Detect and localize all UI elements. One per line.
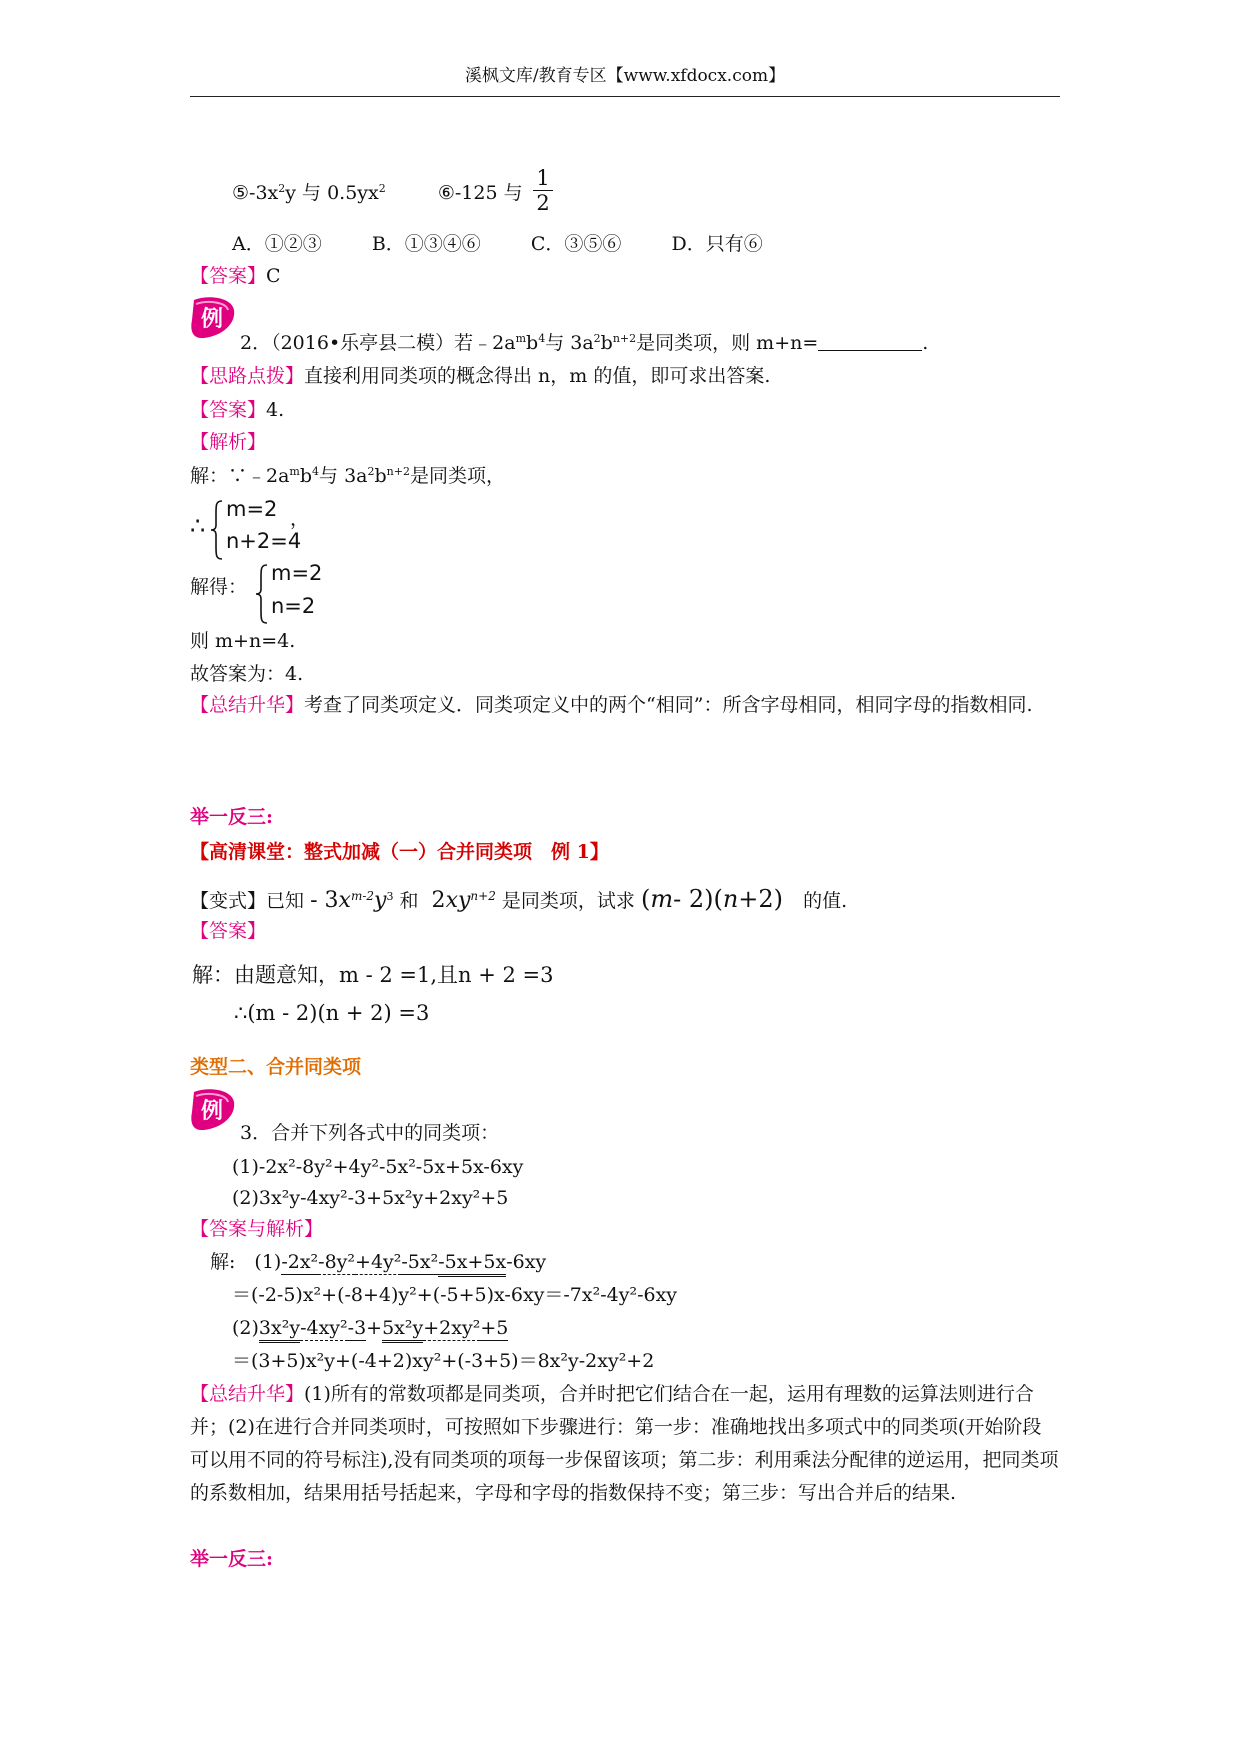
ex2-analysis-tag: 【解析】 bbox=[190, 431, 267, 453]
ex3-solution-4: ＝(3+5)x²y+(-4+2)xy²+(-3+5)＝8x²y-2xy²+2 bbox=[232, 1350, 655, 1372]
section-heading: 类型二、合并同类项 bbox=[190, 1056, 362, 1078]
practice-heading: 举一反三: bbox=[190, 806, 274, 828]
variant-solution-2: ∴(m - 2)(n + 2) =3 bbox=[234, 1001, 430, 1025]
ex3-solution-1: 解: (1)-2x²-8y²+4y²-5x²-5x+5x-6xy bbox=[210, 1251, 546, 1277]
q1-items: $⑤-3x^2y$ 与 $0.5yx^2$ ⑥-125 与 bbox=[232, 182, 523, 204]
ex3-solution-2: ＝(-2-5)x²+(-8+4)y²+(-5+5)x-6xy＝-7x²-4y²-6xy bbox=[232, 1284, 678, 1306]
brace-icon bbox=[255, 563, 269, 625]
q1-answer: 【答案】C bbox=[190, 265, 281, 287]
variant-solution-1: 解：由题意知，m - 2 =1,且n + 2 =3 bbox=[192, 963, 554, 987]
brace-icon bbox=[210, 499, 224, 561]
svg-text:例: 例 bbox=[200, 1099, 224, 1124]
ex2-answer: 【答案】4. bbox=[190, 399, 285, 421]
video-lesson-link[interactable]: 【高清课堂：整式加减（一）合并同类项 例 1】 bbox=[190, 841, 609, 863]
variant-answer-tag: 【答案】 bbox=[190, 920, 267, 942]
example-badge-icon bbox=[188, 296, 236, 340]
solve-label: 解得： bbox=[190, 576, 248, 598]
ex2-stem: 2．（2016•乐亭县二模）若$﹣2a^mb^4$与 $3a^2b^{n+2}$是同类项，则 m+n= . bbox=[240, 332, 929, 354]
system1-line2: n+2=4 bbox=[226, 529, 302, 553]
system2-line2: n=2 bbox=[271, 594, 316, 618]
ex2-solution-line: 解：$\because﹣2a^mb^4$与 $3a^2b^{n+2}$是同类项， bbox=[190, 465, 505, 487]
q1-choices: A．①②③ B．①③④⑥ C．③⑤⑥ D．只有⑥ bbox=[232, 233, 763, 255]
system1-line1: m=2 bbox=[226, 497, 278, 521]
therefore-symbol: ∴ bbox=[190, 512, 206, 540]
example-badge-icon bbox=[188, 1088, 236, 1132]
ex2-final: 故答案为：4. bbox=[190, 663, 304, 685]
page-header: 溪枫文库/教育专区【www.xfdocx.com】 bbox=[464, 66, 786, 86]
variant-question: 【变式】已知 - $3x^{m-2}y^3$ 和 $2xy^{n+2}$ 是同类项，试求 (m- 2)(n+2) 的值. bbox=[190, 885, 848, 913]
practice-heading-2: 举一反三: bbox=[190, 1548, 274, 1570]
ex3-solution-3: (2)3x²y-4xy²-3+5x²y+2xy²+5 bbox=[232, 1317, 508, 1343]
ex3-problem-1: (1)-2x²-8y²+4y²-5x²-5x+5x-6xy bbox=[232, 1156, 524, 1178]
system2-line1: m=2 bbox=[271, 561, 323, 585]
ex2-summary: 【总结升华】考查了同类项定义．同类项定义中的两个“相同”：所含字母相同，相同字母的指数相同. bbox=[190, 694, 1033, 716]
ex3-answer-tag: 【答案与解析】 bbox=[190, 1218, 324, 1240]
ex3-summary: 【总结升华】(1)所有的常数项都是同类项，合并时把它们结合在一起，运用有理数的运算法则进行合并；(2)在进行合并同类项时，可按照如下步骤进行：第一步：准确地找出多项式中的同类项(开始阶段可以用不同的符号标注),没有同类项的项每一步保留该项；第二步：利用乘法分配律的逆运用，把同类项的系数相加，结果用括号括起来，字母和字母的指数保持不变；第三步：写出合并后的结果. bbox=[190, 1383, 1059, 1504]
ex3-stem: 3．合并下列各式中的同类项： bbox=[240, 1122, 500, 1144]
answer-blank[interactable] bbox=[818, 334, 922, 351]
ex2-then: 则 m+n=4. bbox=[190, 630, 296, 652]
svg-text:例: 例 bbox=[200, 307, 224, 332]
ex3-problem-2: (2)3x²y-4xy²-3+5x²y+2xy²+5 bbox=[232, 1187, 509, 1209]
ex2-hint: 【思路点拨】直接利用同类项的概念得出 n，m 的值，即可求出答案. bbox=[190, 365, 771, 387]
header-divider bbox=[190, 96, 1060, 97]
fraction-half: 1 2 bbox=[533, 166, 553, 215]
system1-comma: ， bbox=[290, 508, 310, 530]
